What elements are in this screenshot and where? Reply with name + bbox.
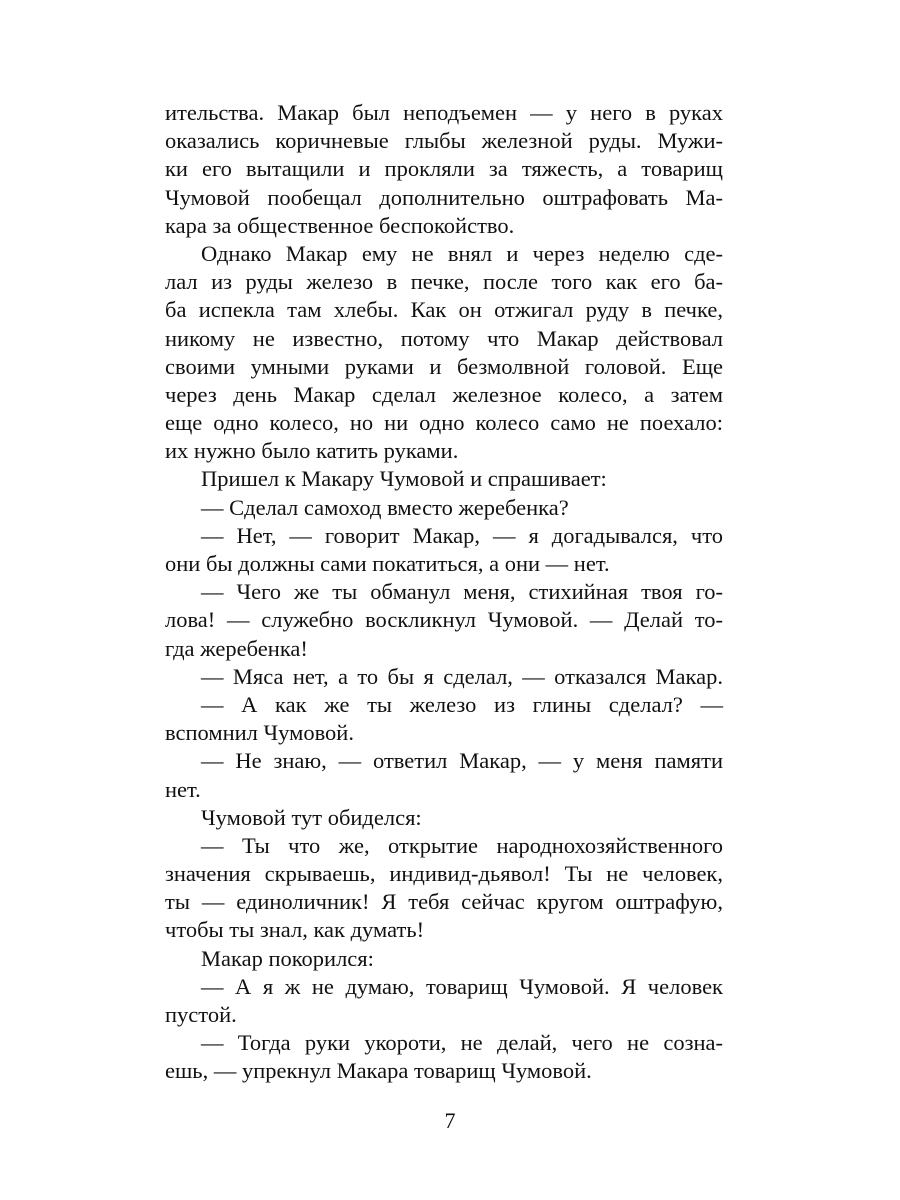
text-line: — Мяса нет, а то бы я сделал, — отказался Макар. (201, 663, 723, 689)
text-line: — Ты что же, открытие народнохозяйственного (201, 832, 723, 858)
text-line: еще одно колесо, но ни одно колесо само не поехало: (165, 410, 723, 436)
text-line: — Нет, — говорит Макар, — я догадывался, что (201, 522, 723, 548)
text-line: — А как же ты железо из глины сделал? — (201, 691, 723, 717)
text-line: Чумовой пообещал дополнительно оштрафовать Ма- (165, 184, 723, 210)
text-line: оказались коричневые глыбы железной руды. Мужи- (165, 128, 723, 154)
text-line: — Сделал самоход вместо жеребенка? (201, 494, 569, 520)
page-body-text (165, 99, 723, 1086)
text-line: ки его вытащили и прокляли за тяжесть, а товарищ (165, 156, 723, 182)
text-line: пустой. (165, 1002, 237, 1027)
text-line: чтобы ты знал, как думать! (165, 917, 425, 943)
text-line: кара за общественное беспокойство. (165, 212, 515, 238)
text-line: лал из руды железо в печке, после того как его ба- (165, 269, 723, 295)
text-line: нет. (165, 776, 201, 802)
text-line: ешь, — упрекнул Макара товарищ Чумовой. (165, 1058, 592, 1084)
text-line: Однако Макар ему не внял и через неделю сде- (201, 240, 723, 266)
text-line: — Чего же ты обманул меня, стихийная твоя го- (201, 579, 723, 605)
text-line: лова! — служебно воскликнул Чумовой. — Делай то- (165, 607, 723, 633)
text-line: их нужно было катить руками. (165, 438, 459, 464)
text-line: Пришел к Макару Чумовой и спрашивает: (201, 466, 607, 492)
text-line: — Тогда руки укороти, не делай, чего не созна- (201, 1030, 723, 1056)
text-line: Макар покорился: (201, 945, 374, 971)
text-line: через день Макар сделал железное колесо, а затем (165, 381, 723, 407)
text-line: ба испекла там хлебы. Как он отжигал руду в печке, (165, 297, 723, 323)
text-line: Чумовой тут обиделся: (201, 804, 422, 830)
text-line: — Не знаю, — ответил Макар, — у меня памяти (201, 748, 723, 774)
text-line: ительства. Макар был неподъемен — у него в руках (165, 100, 723, 125)
text-line: ты — единоличник! Я тебя сейчас кругом оштрафую, (165, 889, 723, 915)
text-line: гда жеребенка! (165, 635, 308, 661)
text-line: вспомнил Чумовой. (165, 720, 354, 746)
text-line: значения скрываешь, индивид-дьявол! Ты не человек, (165, 861, 723, 887)
text-line: никому не известно, потому что Макар действовал (165, 325, 723, 351)
text-line: они бы должны сами покатиться, а они — нет. (165, 551, 610, 576)
text-line: своими умными руками и безмолвной головой. Еще (165, 353, 723, 379)
page-number: 7 (444, 1108, 456, 1133)
text-line: — А я ж не думаю, товарищ Чумовой. Я человек (201, 973, 723, 999)
